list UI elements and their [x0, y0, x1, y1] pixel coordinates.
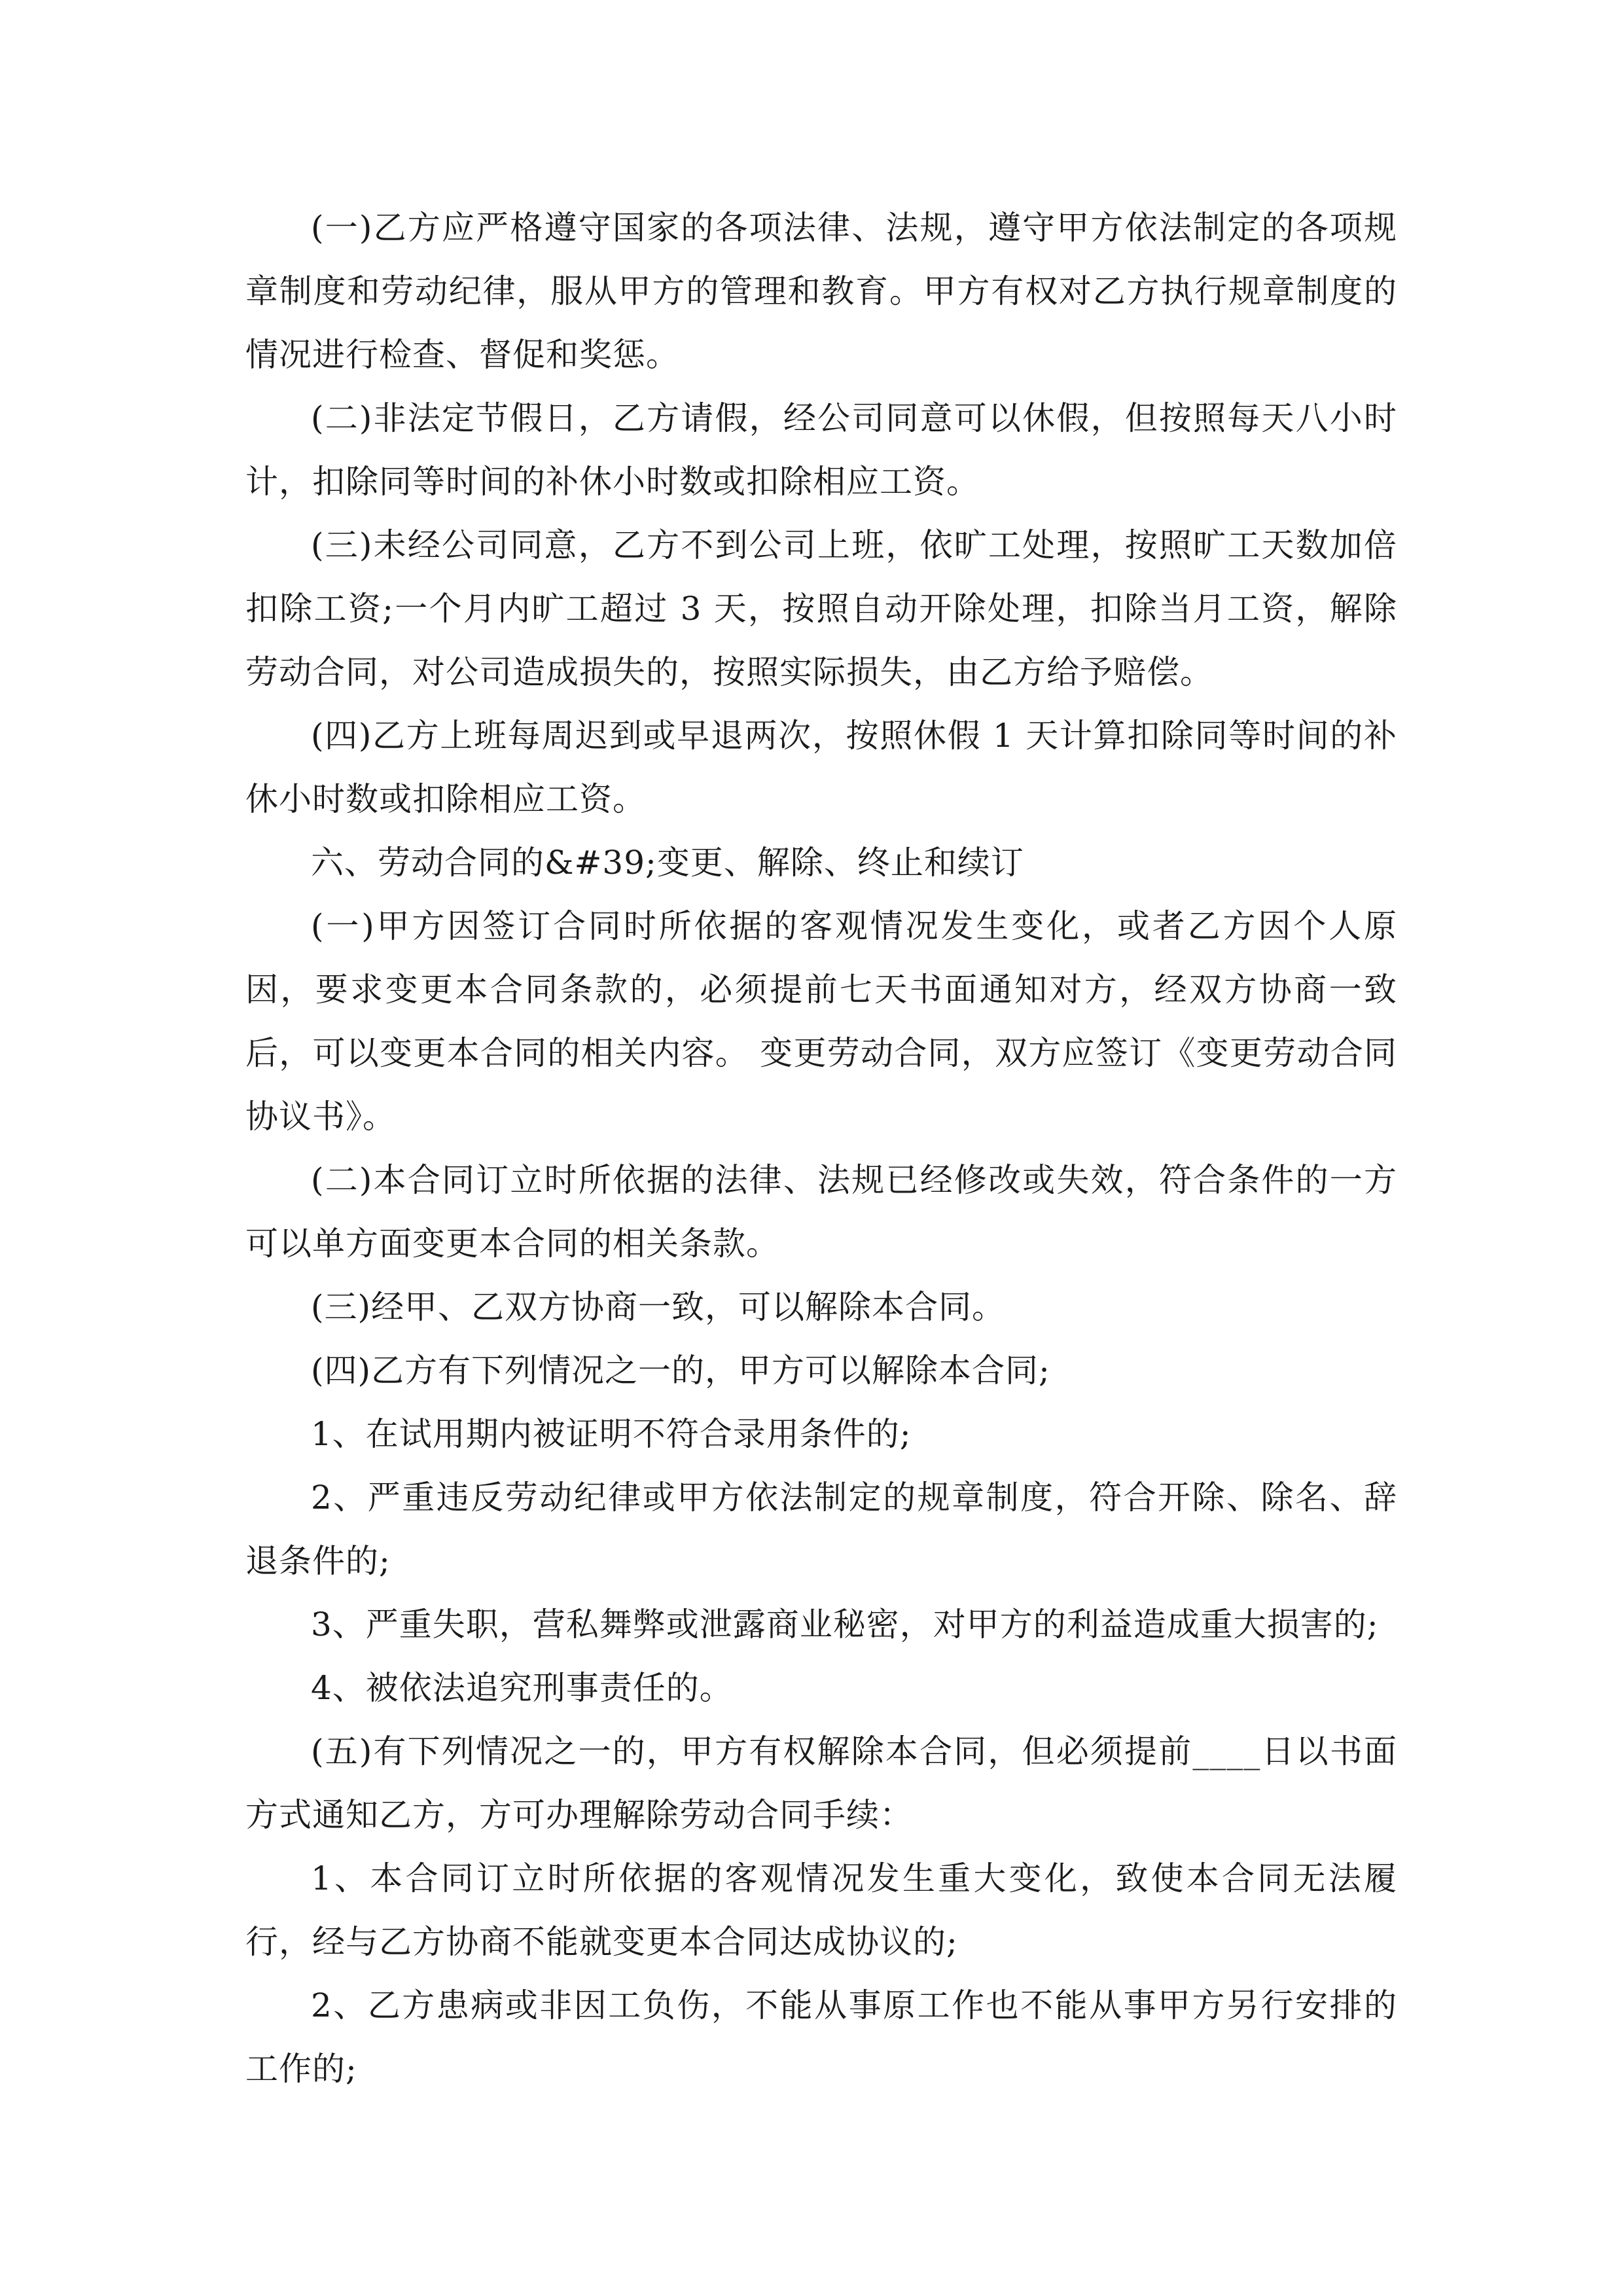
- paragraph-4: (四)乙方上班每周迟到或早退两次，按照休假 1 天计算扣除同等时间的补休小时数或扣除相应工资。: [245, 717, 1397, 818]
- list-item-5: 1、本合同订立时所依据的客观情况发生重大变化，致使本合同无法履行，经与乙方协商不能就变更本合同达成协议的;: [245, 1859, 1397, 1961]
- list-item-4: 4、被依法追究刑事责任的。: [311, 1669, 733, 1707]
- paragraph-2: (二)非法定节假日，乙方请假，经公司同意可以休假，但按照每天八小时计，扣除同等时间的补休小时数或扣除相应工资。: [245, 399, 1397, 501]
- paragraph-1: (一)乙方应严格遵守国家的各项法律、法规，遵守甲方依法制定的各项规章制度和劳动纪律，服从甲方的管理和教育。甲方有权对乙方执行规章制度的情况进行检查、督促和奖惩。: [245, 209, 1397, 374]
- list-item-2: 2、严重违反劳动纪律或甲方依法制定的规章制度，符合开除、除名、辞退条件的;: [245, 1479, 1397, 1580]
- paragraph-6: (一)甲方因签订合同时所依据的客观情况发生变化，或者乙方因个人原因，要求变更本合同条款的，必须提前七天书面通知对方，经双方协商一致后，可以变更本合同的相关内容。 变更劳动合同，双方应签订《变更劳动合同协议书》。: [245, 907, 1397, 1136]
- paragraph-3: (三)未经公司同意，乙方不到公司上班，依旷工处理，按照旷工天数加倍扣除工资;一个月内旷工超过 3 天，按照自动开除处理，扣除当月工资，解除劳动合同，对公司造成损失的，按照实际损失，由乙方给予赔偿。: [245, 526, 1397, 691]
- paragraph-8: (三)经甲、乙双方协商一致，可以解除本合同。: [311, 1288, 1006, 1326]
- paragraph-7: (二)本合同订立时所依据的法律、法规已经修改或失效，符合条件的一方可以单方面变更本合同的相关条款。: [245, 1161, 1397, 1263]
- paragraph-14: (五)有下列情况之一的，甲方有权解除本合同，但必须提前____日以书面方式通知乙方，方可办理解除劳动合同手续：: [245, 1732, 1397, 1834]
- list-item-1: 1、在试用期内被证明不符合录用条件的;: [311, 1415, 912, 1453]
- section-heading: 六、劳动合同的&#39;变更、解除、终止和续订: [311, 844, 1024, 882]
- list-item-6: 2、乙方患病或非因工负伤，不能从事原工作也不能从事甲方另行安排的工作的;: [245, 1986, 1397, 2088]
- paragraph-9: (四)乙方有下列情况之一的，甲方可以解除本合同;: [311, 1352, 1050, 1390]
- list-item-3: 3、严重失职，营私舞弊或泄露商业秘密，对甲方的利益造成重大损害的;: [311, 1605, 1379, 1643]
- document-body: [245, 196, 1397, 2101]
